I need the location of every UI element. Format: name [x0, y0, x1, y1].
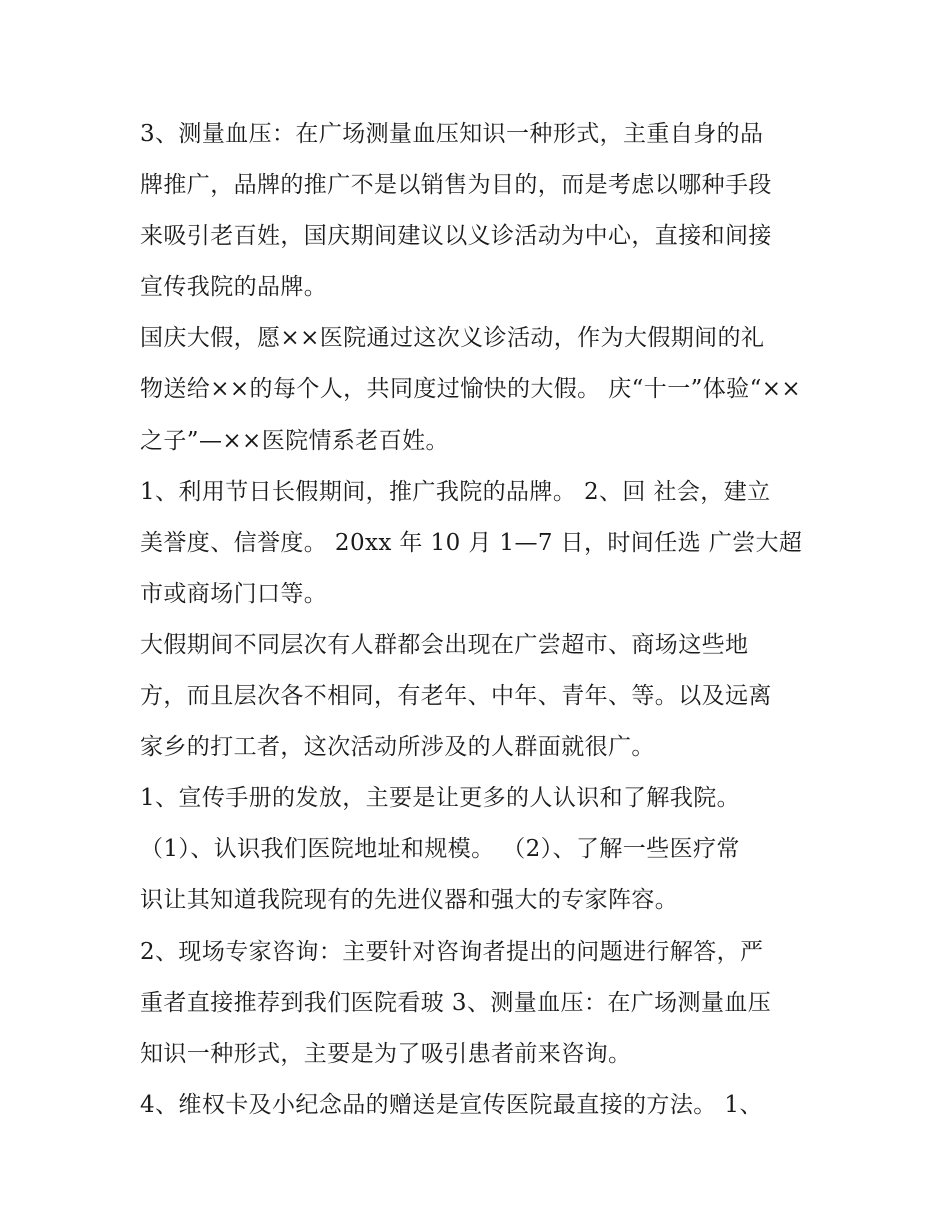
text-line: 国庆大假，愿××医院通过这次义诊活动，作为大假期间的礼	[140, 325, 765, 352]
document-body	[140, 109, 820, 1131]
text-line: 物送给××的每个人，共同度过愉快的大假。 庆“十一”体验“××	[140, 376, 802, 403]
text-line: 1、利用节日长假期间，推广我院的品牌。 2、回 社会，建立	[140, 478, 771, 505]
text-line: 牌推广，品牌的推广不是以销售为目的，而是考虑以哪种手段	[140, 172, 772, 199]
text-line: 宣传我院的品牌。	[140, 274, 328, 301]
text-line: 知识一种形式，主要是为了吸引患者前来咨询。	[140, 1040, 632, 1067]
text-line: 市或商场门口等。	[140, 580, 328, 607]
text-line: 来吸引老百姓，国庆期间建议以义诊活动为中心，直接和间接	[140, 223, 772, 250]
text-line: 重者直接推荐到我们医院看玻 3、测量血压：在广场测量血压	[140, 989, 772, 1016]
text-line: 4、维权卡及小纪念品的赠送是宣传医院最直接的方法。 1、	[140, 1091, 763, 1118]
text-line: （1）、认识我们医院地址和规模。 （2）、了解一些医疗常	[140, 836, 740, 863]
text-line: 1、宣传手册的发放，主要是让更多的人认识和了解我院。	[140, 785, 741, 812]
text-line: 2、现场专家咨询：主要针对咨询者提出的问题进行解答，严	[140, 938, 764, 965]
text-line: 方，而且层次各不相同，有老年、中年、青年、等。以及远离	[140, 683, 772, 710]
text-line: 3、测量血压：在广场测量血压知识一种形式，主重自身的品	[140, 121, 764, 147]
text-line: 家乡的打工者，这次活动所涉及的人群面就很广。	[140, 734, 655, 761]
text-line: 之子”—××医院情系老百姓。	[140, 427, 449, 454]
text-line: 美誉度、信誉度。 20xx 年 10 月 1—7 日，时间任选 广尝大超	[140, 529, 803, 556]
text-line: 大假期间不同层次有人群都会出现在广尝超市、商场这些地	[140, 631, 749, 658]
text-line: 识让其知道我院现有的先进仪器和强大的专家阵容。	[140, 887, 679, 914]
